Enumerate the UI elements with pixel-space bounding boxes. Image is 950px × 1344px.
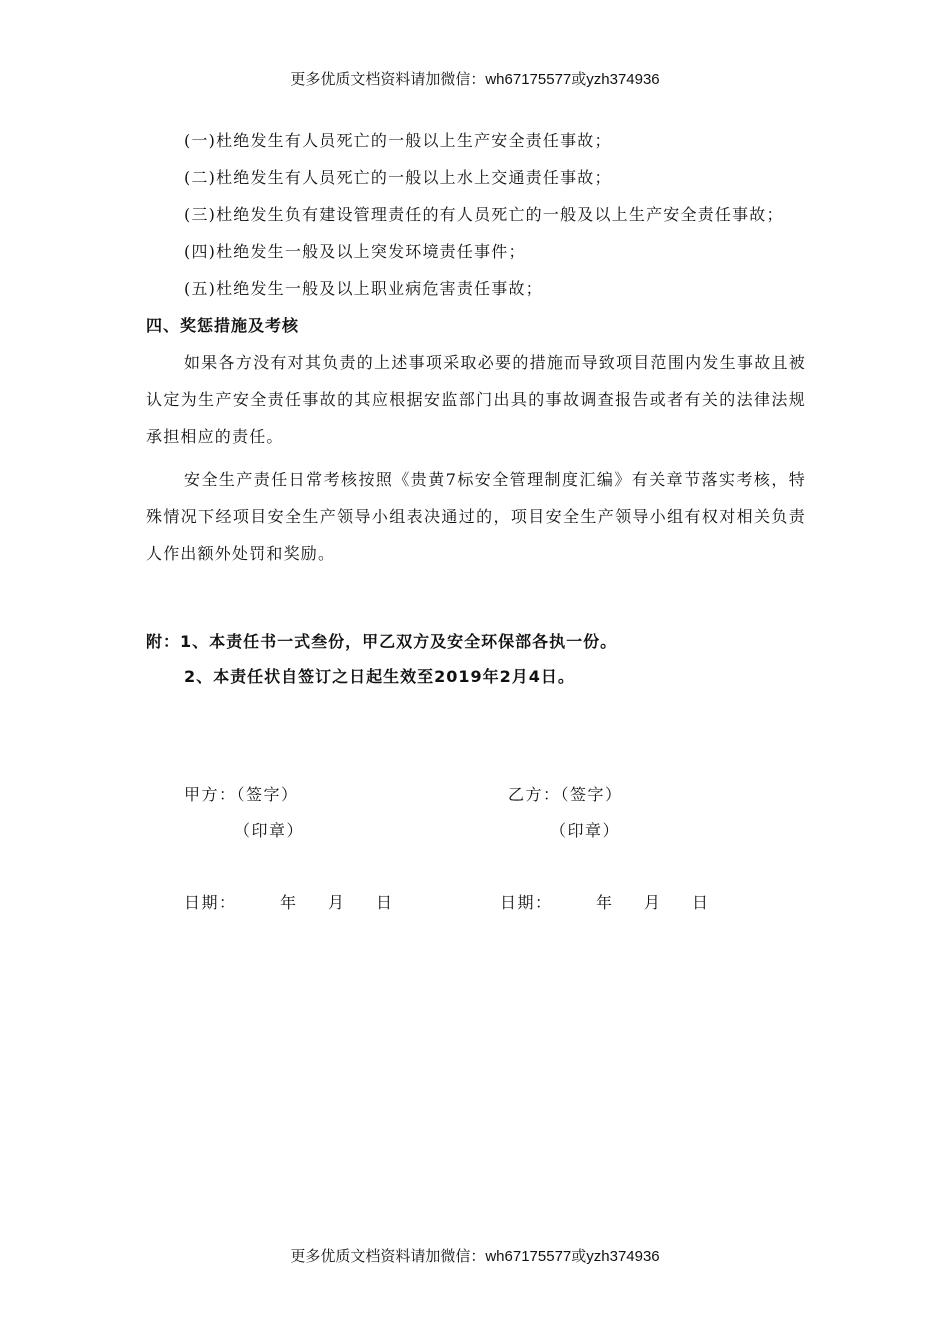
party-b-seal-label: （印章） [550,821,621,840]
item-2: (二)杜绝发生有人员死亡的一般以上水上交通责任事故； [184,168,612,187]
item-4: (四)杜绝发生一般及以上突发环境责任事件； [184,242,526,261]
party-b-date-label: 日期： [500,893,553,912]
item-3: (三)杜绝发生负有建设管理责任的有人员死亡的一般及以上生产安全责任事故； [184,205,784,224]
note-1: 附：1、本责任书一式叁份，甲乙双方及安全环保部各执一份。 [146,632,618,651]
item-5: (五)杜绝发生一般及以上职业病危害责任事故； [184,279,543,298]
party-a-date-label: 日期： [184,893,237,912]
page-header: 更多优质文档资料请加微信：wh67175577或yzh374936 [290,71,660,88]
party-b-signature-label: 乙方：（签字） [508,785,623,804]
page-footer: 更多优质文档资料请加微信：wh67175577或yzh374936 [290,1248,660,1265]
item-1: (一)杜绝发生有人员死亡的一般以上生产安全责任事故； [184,131,612,150]
party-a-date-day: 日 [376,893,394,912]
party-b-date-month: 月 [644,893,662,912]
party-a-date-year: 年 [280,893,298,912]
party-b-date-year: 年 [596,893,614,912]
party-a-signature-label: 甲方：（签字） [184,785,299,804]
party-a-date-month: 月 [328,893,346,912]
paragraph-assessment: 安全生产责任日常考核按照《贵黄7标安全管理制度汇编》有关章节落实考核，特殊情况下经项目安全生产领导小组表决通过的，项目安全生产领导小组有权对相关负责人作出额外处罚和奖励。 [146,470,806,563]
document-body [146,122,806,694]
party-b-date-day: 日 [692,893,710,912]
paragraph-penalty: 如果各方没有对其负责的上述事项采取必要的措施而导致项目范围内发生事故且被认定为生产安全责任事故的其应根据安监部门出具的事故调查报告或者有关的法律法规承担相应的责任。 [146,353,806,446]
note-2: 2、本责任状自签订之日起生效至2019年2月4日。 [184,667,575,686]
section-4-title: 四、奖惩措施及考核 [146,316,300,335]
party-a-seal-label: （印章） [234,821,305,840]
